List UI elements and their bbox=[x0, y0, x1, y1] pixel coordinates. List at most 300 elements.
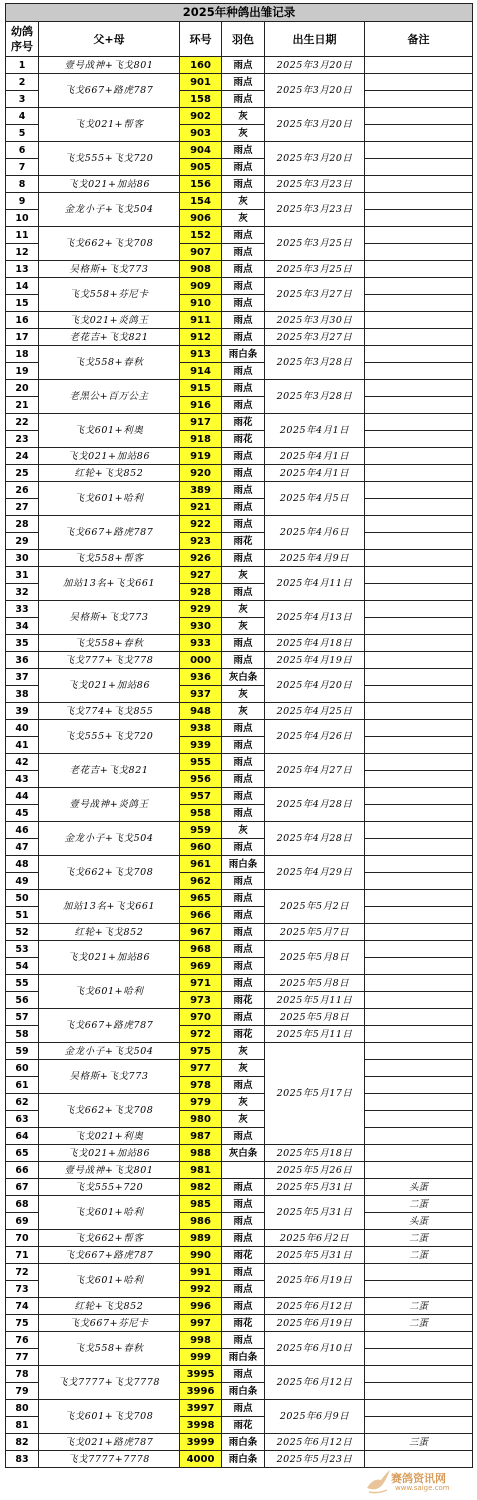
feather-color-cell: 雨点 bbox=[222, 74, 265, 91]
ring-number-cell: 904 bbox=[180, 142, 222, 159]
ring-number-cell: 987 bbox=[180, 1128, 222, 1145]
seq-cell: 37 bbox=[6, 669, 39, 686]
ring-number-cell: 915 bbox=[180, 380, 222, 397]
parents-cell: 加站13名+飞戈661 bbox=[39, 567, 180, 601]
birth-date-cell: 2025年4月13日 bbox=[265, 601, 365, 635]
note-cell bbox=[365, 584, 473, 601]
ring-number-cell: 988 bbox=[180, 1145, 222, 1162]
note-cell bbox=[365, 1111, 473, 1128]
ring-number-cell: 956 bbox=[180, 771, 222, 788]
parents-cell: 红轮+飞戈852 bbox=[39, 924, 180, 941]
birth-date-cell: 2025年6月19日 bbox=[265, 1264, 365, 1298]
parents-cell: 飞戈7777+7778 bbox=[39, 1451, 180, 1468]
feather-color-cell: 雨点 bbox=[222, 1179, 265, 1196]
feather-color-cell: 雨点 bbox=[222, 754, 265, 771]
seq-cell: 19 bbox=[6, 363, 39, 380]
table-row bbox=[6, 1332, 473, 1349]
feather-color-cell: 雨点 bbox=[222, 550, 265, 567]
birth-date-cell: 2025年4月18日 bbox=[265, 635, 365, 652]
note-cell bbox=[365, 1094, 473, 1111]
seq-cell: 78 bbox=[6, 1366, 39, 1383]
parents-cell: 红轮+飞戈852 bbox=[39, 1298, 180, 1315]
feather-color-cell: 灰 bbox=[222, 125, 265, 142]
ring-number-cell: 972 bbox=[180, 1026, 222, 1043]
seq-cell: 11 bbox=[6, 227, 39, 244]
feather-color-cell: 雨点 bbox=[222, 57, 265, 74]
birth-date-cell: 2025年3月30日 bbox=[265, 312, 365, 329]
ring-number-cell: 907 bbox=[180, 244, 222, 261]
seq-cell: 82 bbox=[6, 1434, 39, 1451]
header-date: 出生日期 bbox=[265, 22, 365, 57]
parents-cell: 飞戈601+利奥 bbox=[39, 414, 180, 448]
note-cell bbox=[365, 74, 473, 91]
seq-cell: 43 bbox=[6, 771, 39, 788]
parents-cell: 飞戈558+春秋 bbox=[39, 635, 180, 652]
seq-cell: 18 bbox=[6, 346, 39, 363]
table-row bbox=[6, 1043, 473, 1060]
birth-date-cell: 2025年4月1日 bbox=[265, 465, 365, 482]
feather-color-cell: 雨花 bbox=[222, 1247, 265, 1264]
feather-color-cell: 灰 bbox=[222, 601, 265, 618]
feather-color-cell: 雨点 bbox=[222, 244, 265, 261]
table-row bbox=[6, 142, 473, 159]
parents-cell: 飞戈774+飞戈855 bbox=[39, 703, 180, 720]
seq-cell: 52 bbox=[6, 924, 39, 941]
feather-color-cell: 雨花 bbox=[222, 992, 265, 1009]
birth-date-cell: 2025年6月12日 bbox=[265, 1434, 365, 1451]
seq-cell: 4 bbox=[6, 108, 39, 125]
ring-number-cell: 957 bbox=[180, 788, 222, 805]
note-cell bbox=[365, 431, 473, 448]
note-cell bbox=[365, 312, 473, 329]
note-cell bbox=[365, 822, 473, 839]
note-cell bbox=[365, 244, 473, 261]
hatch-record-table bbox=[5, 3, 473, 1468]
note-cell: 二蛋 bbox=[365, 1230, 473, 1247]
feather-color-cell: 雨花 bbox=[222, 533, 265, 550]
table-row bbox=[6, 856, 473, 873]
table-row bbox=[6, 1298, 473, 1315]
pigeon-logo-icon bbox=[365, 1466, 391, 1496]
table-row bbox=[6, 1400, 473, 1417]
note-cell bbox=[365, 91, 473, 108]
header-ring: 环号 bbox=[180, 22, 222, 57]
ring-number-cell: 962 bbox=[180, 873, 222, 890]
seq-cell: 27 bbox=[6, 499, 39, 516]
note-cell bbox=[365, 363, 473, 380]
ring-number-cell: 958 bbox=[180, 805, 222, 822]
birth-date-cell: 2025年4月11日 bbox=[265, 567, 365, 601]
birth-date-cell: 2025年5月23日 bbox=[265, 1451, 365, 1468]
ring-number-cell: 916 bbox=[180, 397, 222, 414]
feather-color-cell: 雨花 bbox=[222, 1026, 265, 1043]
feather-color-cell: 雨点 bbox=[222, 142, 265, 159]
parents-cell: 飞戈021+加站86 bbox=[39, 448, 180, 465]
seq-cell: 2 bbox=[6, 74, 39, 91]
seq-cell: 49 bbox=[6, 873, 39, 890]
header-color: 羽色 bbox=[222, 22, 265, 57]
note-cell bbox=[365, 533, 473, 550]
feather-color-cell: 雨点 bbox=[222, 1213, 265, 1230]
ring-number-cell: 936 bbox=[180, 669, 222, 686]
note-cell bbox=[365, 193, 473, 210]
table-row bbox=[6, 1094, 473, 1111]
seq-cell: 36 bbox=[6, 652, 39, 669]
parents-cell: 飞戈558+春秋 bbox=[39, 1332, 180, 1366]
feather-color-cell: 雨花 bbox=[222, 1417, 265, 1434]
note-cell bbox=[365, 1060, 473, 1077]
note-cell bbox=[365, 295, 473, 312]
ring-number-cell: 948 bbox=[180, 703, 222, 720]
seq-cell: 55 bbox=[6, 975, 39, 992]
parents-cell: 吴格斯+飞戈773 bbox=[39, 601, 180, 635]
parents-cell: 壹号战神+飞戈801 bbox=[39, 57, 180, 74]
feather-color-cell: 雨点 bbox=[222, 499, 265, 516]
birth-date-cell: 2025年3月23日 bbox=[265, 176, 365, 193]
feather-color-cell: 雨点 bbox=[222, 380, 265, 397]
seq-cell: 68 bbox=[6, 1196, 39, 1213]
parents-cell: 飞戈667+芬尼卡 bbox=[39, 1315, 180, 1332]
note-cell bbox=[365, 924, 473, 941]
note-cell bbox=[365, 414, 473, 431]
note-cell bbox=[365, 703, 473, 720]
note-cell bbox=[365, 1366, 473, 1383]
parents-cell: 飞戈021+炎鸽王 bbox=[39, 312, 180, 329]
ring-number-cell: 979 bbox=[180, 1094, 222, 1111]
table-row bbox=[6, 346, 473, 363]
feather-color-cell bbox=[222, 1162, 265, 1179]
birth-date-cell: 2025年5月11日 bbox=[265, 992, 365, 1009]
parents-cell: 老花吉+飞戈821 bbox=[39, 329, 180, 346]
birth-date-cell: 2025年5月2日 bbox=[265, 890, 365, 924]
feather-color-cell: 雨点 bbox=[222, 363, 265, 380]
feather-color-cell: 雨点 bbox=[222, 176, 265, 193]
parents-cell: 飞戈558+春秋 bbox=[39, 346, 180, 380]
feather-color-cell: 灰白条 bbox=[222, 1145, 265, 1162]
watermark-name: 赛鸽资讯网 bbox=[391, 1472, 446, 1485]
parents-cell: 金龙小子+飞戈504 bbox=[39, 822, 180, 856]
seq-cell: 39 bbox=[6, 703, 39, 720]
ring-number-cell: 969 bbox=[180, 958, 222, 975]
parents-cell: 飞戈021+加站86 bbox=[39, 1145, 180, 1162]
feather-color-cell: 灰 bbox=[222, 686, 265, 703]
birth-date-cell: 2025年4月5日 bbox=[265, 482, 365, 516]
birth-date-cell: 2025年3月20日 bbox=[265, 57, 365, 74]
feather-color-cell: 雨点 bbox=[222, 1009, 265, 1026]
note-cell: 头蛋 bbox=[365, 1179, 473, 1196]
parents-cell: 吴格斯+飞戈773 bbox=[39, 1060, 180, 1094]
birth-date-cell: 2025年4月6日 bbox=[265, 516, 365, 550]
note-cell bbox=[365, 516, 473, 533]
table-row bbox=[6, 482, 473, 499]
table-row bbox=[6, 1264, 473, 1281]
seq-cell: 28 bbox=[6, 516, 39, 533]
feather-color-cell: 灰白条 bbox=[222, 669, 265, 686]
birth-date-cell: 2025年6月19日 bbox=[265, 1315, 365, 1332]
feather-color-cell: 雨点 bbox=[222, 1366, 265, 1383]
note-cell bbox=[365, 210, 473, 227]
birth-date-cell: 2025年4月26日 bbox=[265, 720, 365, 754]
feather-color-cell: 雨白条 bbox=[222, 856, 265, 873]
birth-date-cell: 2025年4月28日 bbox=[265, 822, 365, 856]
table-row bbox=[6, 1230, 473, 1247]
birth-date-cell: 2025年5月17日 bbox=[265, 1043, 365, 1145]
note-cell bbox=[365, 839, 473, 856]
note-cell: 三蛋 bbox=[365, 1434, 473, 1451]
table-row bbox=[6, 176, 473, 193]
ring-number-cell: 981 bbox=[180, 1162, 222, 1179]
seq-cell: 66 bbox=[6, 1162, 39, 1179]
record-rows bbox=[6, 57, 473, 1468]
table-row bbox=[6, 550, 473, 567]
seq-cell: 40 bbox=[6, 720, 39, 737]
birth-date-cell: 2025年4月1日 bbox=[265, 414, 365, 448]
note-cell bbox=[365, 1145, 473, 1162]
seq-cell: 41 bbox=[6, 737, 39, 754]
feather-color-cell: 雨点 bbox=[222, 312, 265, 329]
note-cell bbox=[365, 1162, 473, 1179]
parents-cell: 飞戈558+芬尼卡 bbox=[39, 278, 180, 312]
birth-date-cell: 2025年4月19日 bbox=[265, 652, 365, 669]
ring-number-cell: 982 bbox=[180, 1179, 222, 1196]
seq-cell: 5 bbox=[6, 125, 39, 142]
ring-number-cell: 961 bbox=[180, 856, 222, 873]
seq-cell: 64 bbox=[6, 1128, 39, 1145]
ring-number-cell: 996 bbox=[180, 1298, 222, 1315]
note-cell bbox=[365, 397, 473, 414]
birth-date-cell: 2025年3月20日 bbox=[265, 108, 365, 142]
table-row bbox=[6, 465, 473, 482]
feather-color-cell: 雨点 bbox=[222, 329, 265, 346]
birth-date-cell: 2025年4月1日 bbox=[265, 448, 365, 465]
note-cell bbox=[365, 1009, 473, 1026]
birth-date-cell: 2025年3月20日 bbox=[265, 74, 365, 108]
feather-color-cell: 雨点 bbox=[222, 482, 265, 499]
birth-date-cell: 2025年4月29日 bbox=[265, 856, 365, 890]
seq-cell: 58 bbox=[6, 1026, 39, 1043]
ring-number-cell: 938 bbox=[180, 720, 222, 737]
seq-cell: 73 bbox=[6, 1281, 39, 1298]
feather-color-cell: 雨点 bbox=[222, 295, 265, 312]
ring-number-cell: 922 bbox=[180, 516, 222, 533]
seq-cell: 17 bbox=[6, 329, 39, 346]
ring-number-cell: 990 bbox=[180, 1247, 222, 1264]
seq-cell: 51 bbox=[6, 907, 39, 924]
ring-number-cell: 966 bbox=[180, 907, 222, 924]
ring-number-cell: 977 bbox=[180, 1060, 222, 1077]
table-row bbox=[6, 261, 473, 278]
note-cell bbox=[365, 856, 473, 873]
ring-number-cell: 3998 bbox=[180, 1417, 222, 1434]
table-row bbox=[6, 1009, 473, 1026]
feather-color-cell: 雨点 bbox=[222, 1264, 265, 1281]
parents-cell: 飞戈555+飞戈720 bbox=[39, 720, 180, 754]
note-cell bbox=[365, 1026, 473, 1043]
seq-cell: 80 bbox=[6, 1400, 39, 1417]
table-row bbox=[6, 1179, 473, 1196]
seq-cell: 7 bbox=[6, 159, 39, 176]
parents-cell: 老黑公+百万公主 bbox=[39, 380, 180, 414]
note-cell bbox=[365, 771, 473, 788]
sheet-title: 2025年种鸽出雏记录 bbox=[6, 4, 473, 22]
feather-color-cell: 雨点 bbox=[222, 465, 265, 482]
parents-cell: 壹号战神+飞戈801 bbox=[39, 1162, 180, 1179]
note-cell bbox=[365, 448, 473, 465]
birth-date-cell: 2025年3月23日 bbox=[265, 193, 365, 227]
birth-date-cell: 2025年4月27日 bbox=[265, 754, 365, 788]
note-cell bbox=[365, 278, 473, 295]
feather-color-cell: 雨白条 bbox=[222, 346, 265, 363]
parents-cell: 飞戈601+哈利 bbox=[39, 482, 180, 516]
seq-cell: 54 bbox=[6, 958, 39, 975]
feather-color-cell: 雨点 bbox=[222, 941, 265, 958]
seq-cell: 62 bbox=[6, 1094, 39, 1111]
feather-color-cell: 灰 bbox=[222, 822, 265, 839]
table-row bbox=[6, 635, 473, 652]
note-cell bbox=[365, 227, 473, 244]
seq-cell: 22 bbox=[6, 414, 39, 431]
note-cell bbox=[365, 329, 473, 346]
feather-color-cell: 雨点 bbox=[222, 278, 265, 295]
birth-date-cell: 2025年5月26日 bbox=[265, 1162, 365, 1179]
ring-number-cell: 000 bbox=[180, 652, 222, 669]
ring-number-cell: 912 bbox=[180, 329, 222, 346]
ring-number-cell: 908 bbox=[180, 261, 222, 278]
feather-color-cell: 雨点 bbox=[222, 805, 265, 822]
ring-number-cell: 978 bbox=[180, 1077, 222, 1094]
feather-color-cell: 雨花 bbox=[222, 414, 265, 431]
note-cell bbox=[365, 380, 473, 397]
title-row bbox=[6, 4, 473, 22]
ring-number-cell: 991 bbox=[180, 1264, 222, 1281]
ring-number-cell: 156 bbox=[180, 176, 222, 193]
parents-cell: 飞戈558+帮客 bbox=[39, 550, 180, 567]
ring-number-cell: 158 bbox=[180, 91, 222, 108]
table-row bbox=[6, 1196, 473, 1213]
table-row bbox=[6, 1451, 473, 1468]
seq-cell: 3 bbox=[6, 91, 39, 108]
birth-date-cell: 2025年5月31日 bbox=[265, 1196, 365, 1230]
birth-date-cell: 2025年3月25日 bbox=[265, 261, 365, 278]
ring-number-cell: 906 bbox=[180, 210, 222, 227]
ring-number-cell: 998 bbox=[180, 1332, 222, 1349]
feather-color-cell: 雨点 bbox=[222, 1332, 265, 1349]
seq-cell: 48 bbox=[6, 856, 39, 873]
seq-cell: 32 bbox=[6, 584, 39, 601]
parents-cell: 红轮+飞戈852 bbox=[39, 465, 180, 482]
parents-cell: 飞戈662+飞戈708 bbox=[39, 856, 180, 890]
seq-cell: 34 bbox=[6, 618, 39, 635]
seq-cell: 65 bbox=[6, 1145, 39, 1162]
birth-date-cell: 2025年6月12日 bbox=[265, 1298, 365, 1315]
feather-color-cell: 雨花 bbox=[222, 431, 265, 448]
birth-date-cell: 2025年6月9日 bbox=[265, 1400, 365, 1434]
birth-date-cell: 2025年5月8日 bbox=[265, 941, 365, 975]
parents-cell: 飞戈555+720 bbox=[39, 1179, 180, 1196]
note-cell bbox=[365, 907, 473, 924]
feather-color-cell: 雨点 bbox=[222, 516, 265, 533]
seq-cell: 24 bbox=[6, 448, 39, 465]
table-row bbox=[6, 108, 473, 125]
ring-number-cell: 986 bbox=[180, 1213, 222, 1230]
note-cell bbox=[365, 1077, 473, 1094]
table-row bbox=[6, 57, 473, 74]
seq-cell: 12 bbox=[6, 244, 39, 261]
parents-cell: 飞戈021+加站86 bbox=[39, 669, 180, 703]
note-cell bbox=[365, 669, 473, 686]
seq-cell: 6 bbox=[6, 142, 39, 159]
feather-color-cell: 雨点 bbox=[222, 227, 265, 244]
birth-date-cell: 2025年5月7日 bbox=[265, 924, 365, 941]
note-cell bbox=[365, 176, 473, 193]
parents-cell: 金龙小子+飞戈504 bbox=[39, 193, 180, 227]
header-row bbox=[6, 22, 473, 57]
ring-number-cell: 905 bbox=[180, 159, 222, 176]
note-cell bbox=[365, 720, 473, 737]
note-cell bbox=[365, 159, 473, 176]
feather-color-cell: 雨点 bbox=[222, 1196, 265, 1213]
note-cell bbox=[365, 788, 473, 805]
seq-cell: 29 bbox=[6, 533, 39, 550]
note-cell bbox=[365, 992, 473, 1009]
ring-number-cell: 985 bbox=[180, 1196, 222, 1213]
birth-date-cell: 2025年3月28日 bbox=[265, 346, 365, 380]
seq-cell: 71 bbox=[6, 1247, 39, 1264]
parents-cell: 飞戈601+哈利 bbox=[39, 1264, 180, 1298]
note-cell bbox=[365, 550, 473, 567]
birth-date-cell: 2025年3月27日 bbox=[265, 278, 365, 312]
feather-color-cell: 雨点 bbox=[222, 1400, 265, 1417]
ring-number-cell: 989 bbox=[180, 1230, 222, 1247]
note-cell bbox=[365, 958, 473, 975]
table-row bbox=[6, 1145, 473, 1162]
ring-number-cell: 910 bbox=[180, 295, 222, 312]
note-cell bbox=[365, 482, 473, 499]
note-cell: 二蛋 bbox=[365, 1298, 473, 1315]
seq-cell: 26 bbox=[6, 482, 39, 499]
parents-cell: 飞戈601+哈利 bbox=[39, 1196, 180, 1230]
birth-date-cell: 2025年3月28日 bbox=[265, 380, 365, 414]
ring-number-cell: 923 bbox=[180, 533, 222, 550]
table-row bbox=[6, 312, 473, 329]
ring-number-cell: 911 bbox=[180, 312, 222, 329]
table-row bbox=[6, 652, 473, 669]
header-note: 备注 bbox=[365, 22, 473, 57]
ring-number-cell: 929 bbox=[180, 601, 222, 618]
birth-date-cell: 2025年6月10日 bbox=[265, 1332, 365, 1366]
seq-cell: 74 bbox=[6, 1298, 39, 1315]
parents-cell: 飞戈021+利奥 bbox=[39, 1128, 180, 1145]
ring-number-cell: 997 bbox=[180, 1315, 222, 1332]
ring-number-cell: 3995 bbox=[180, 1366, 222, 1383]
ring-number-cell: 3999 bbox=[180, 1434, 222, 1451]
ring-number-cell: 918 bbox=[180, 431, 222, 448]
note-cell bbox=[365, 261, 473, 278]
parents-cell: 金龙小子+飞戈504 bbox=[39, 1043, 180, 1060]
ring-number-cell: 973 bbox=[180, 992, 222, 1009]
ring-number-cell: 913 bbox=[180, 346, 222, 363]
note-cell bbox=[365, 142, 473, 159]
ring-number-cell: 999 bbox=[180, 1349, 222, 1366]
table-row bbox=[6, 1128, 473, 1145]
ring-number-cell: 921 bbox=[180, 499, 222, 516]
feather-color-cell: 雨花 bbox=[222, 1315, 265, 1332]
table-row bbox=[6, 890, 473, 907]
seq-cell: 16 bbox=[6, 312, 39, 329]
seq-cell: 44 bbox=[6, 788, 39, 805]
feather-color-cell: 灰 bbox=[222, 1060, 265, 1077]
note-cell bbox=[365, 737, 473, 754]
